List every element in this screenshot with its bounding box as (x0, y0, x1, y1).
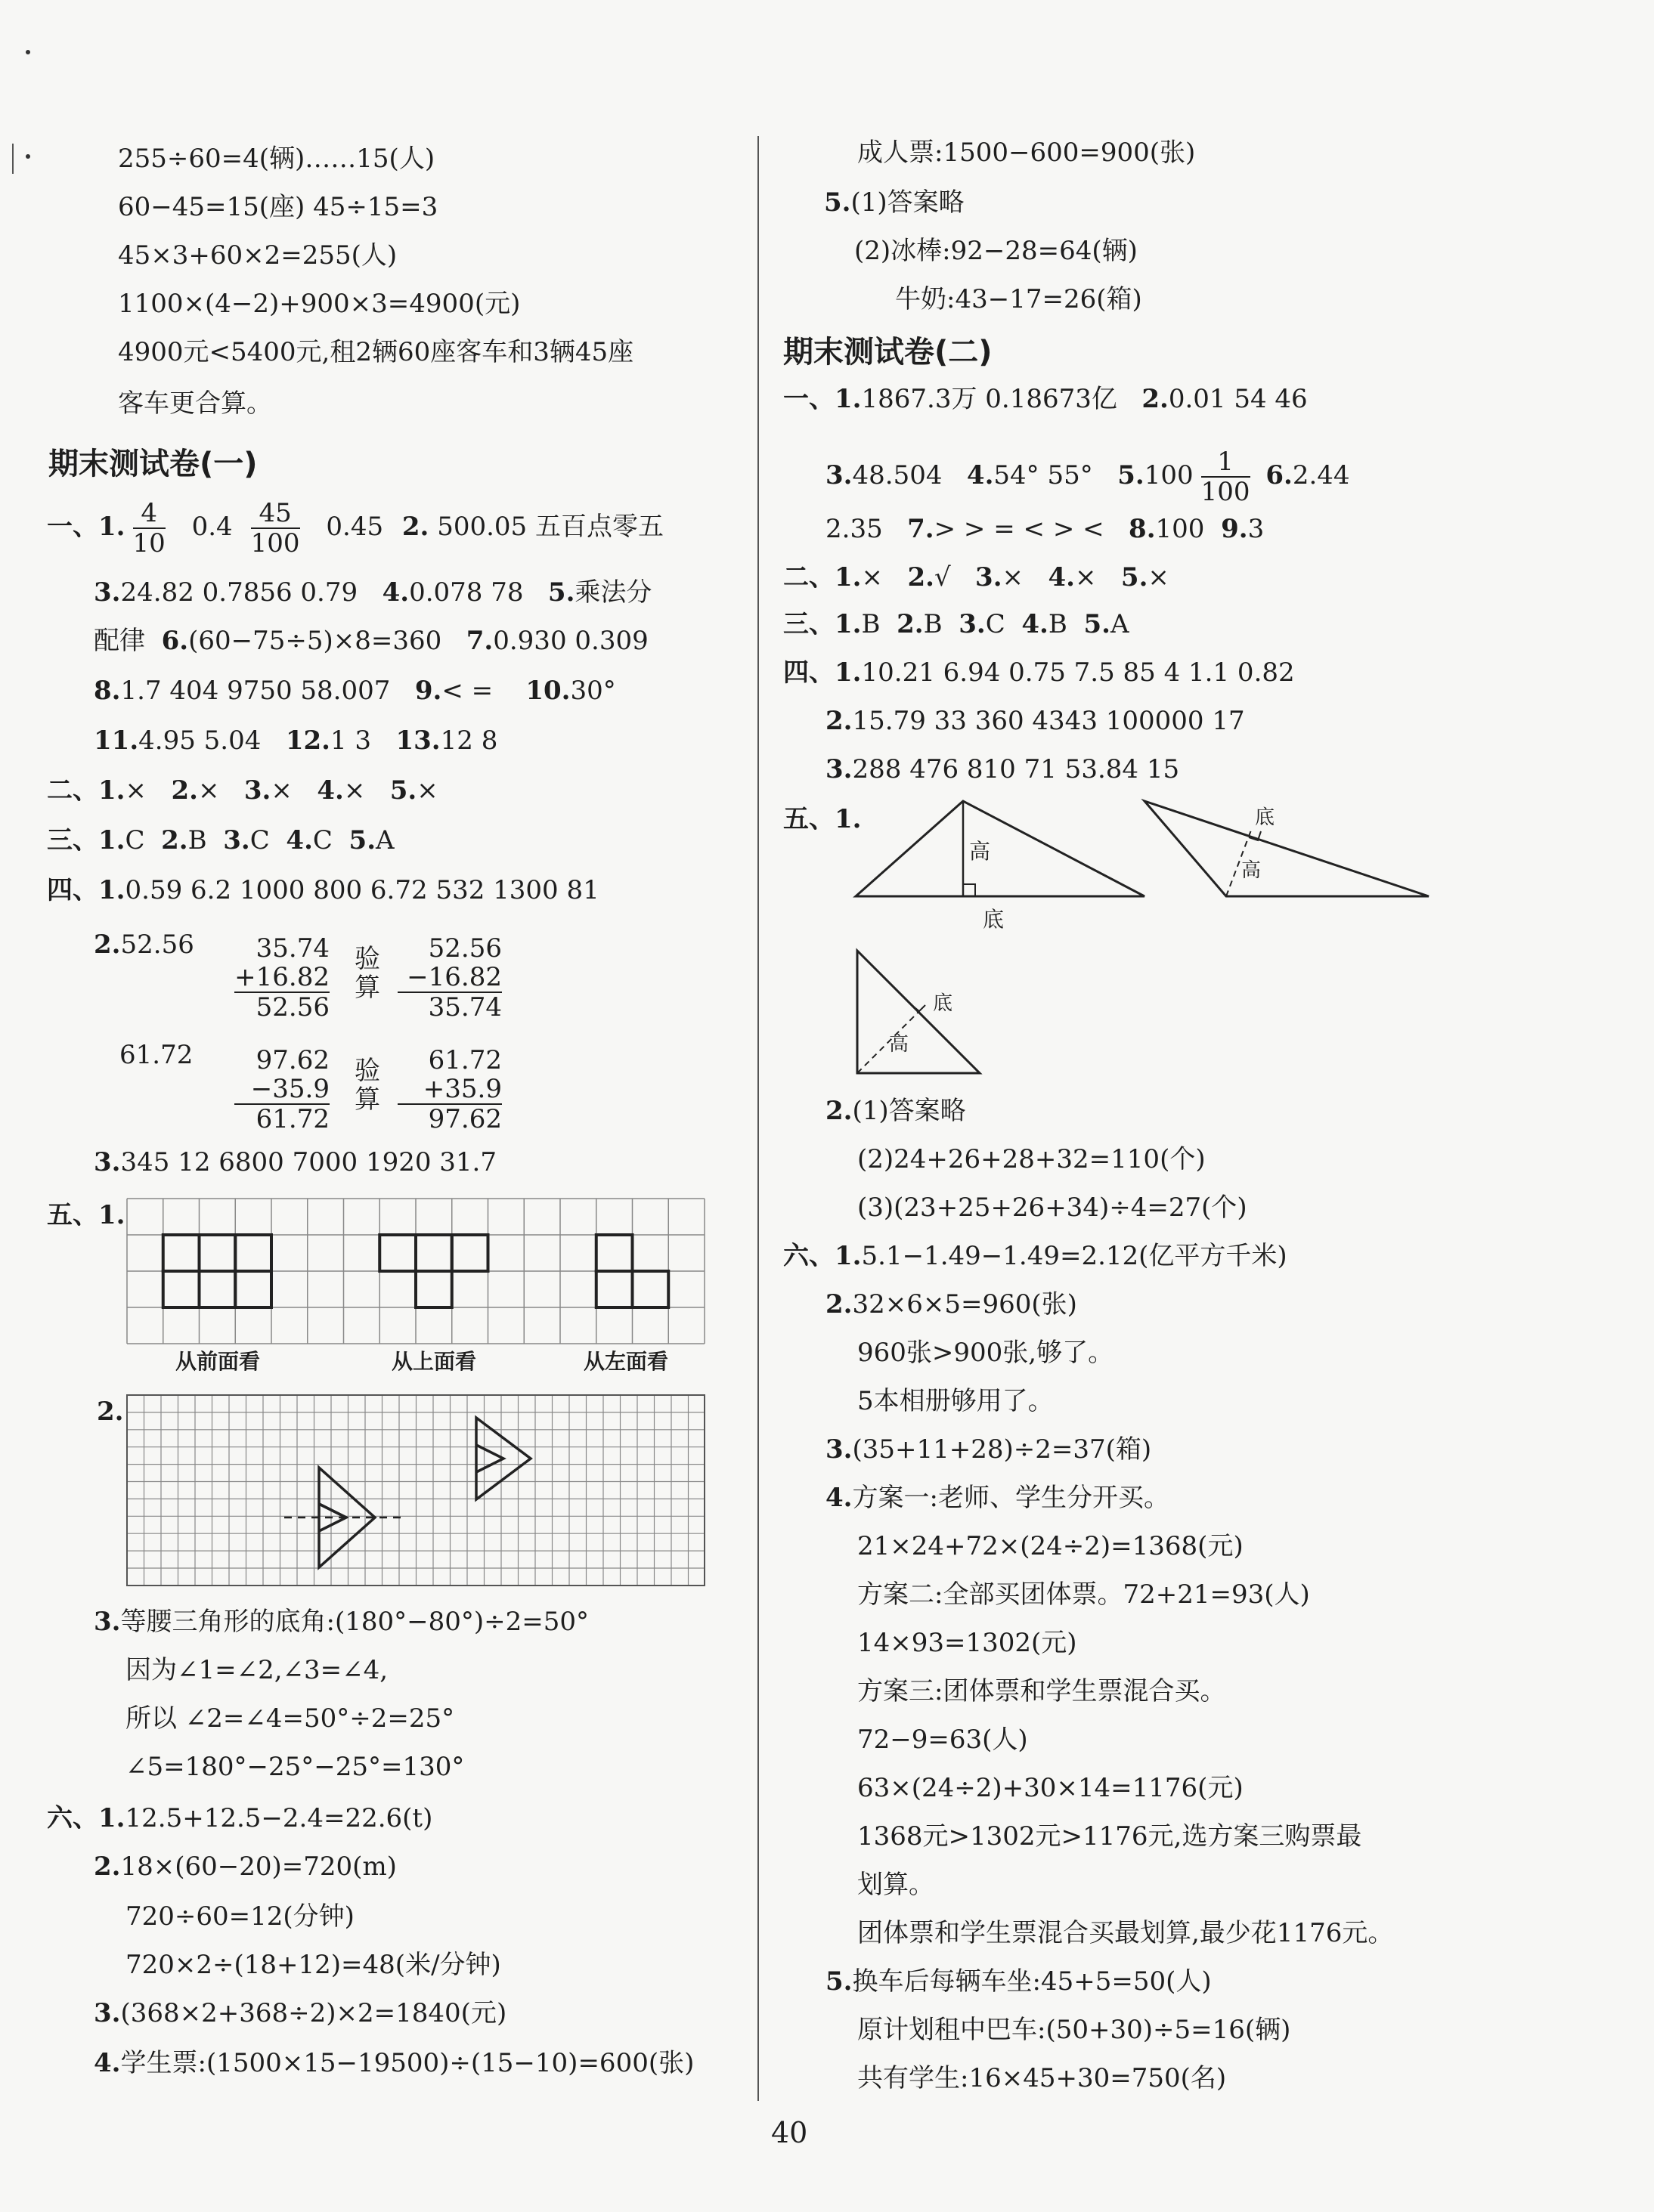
answer-value: × (197, 775, 220, 806)
answer-line: 255÷60=4(辆)……15(人) (118, 144, 435, 174)
r-s5-line: (2)24+26+28+32=110(个) (857, 1144, 1206, 1174)
answer-value: B (187, 825, 207, 855)
numerator: 45 (251, 499, 300, 529)
item-number: 13. (395, 725, 441, 756)
grid-lines (127, 1395, 705, 1586)
answer-value: 12 8 (440, 725, 498, 756)
answer-value: 500.05 五百点零五 (437, 512, 664, 542)
answer-value: 24.82 0.7856 0.79 (120, 577, 358, 608)
answer-value: 2.44 (1292, 460, 1350, 490)
answer-value: 换车后每辆车坐:45+5=50(人) (852, 1966, 1212, 1997)
s1-line4 (94, 674, 616, 707)
answer-value: B (1048, 609, 1067, 639)
item-number: 4. (825, 1483, 853, 1513)
answer-value: 1.7 404 9750 58.007 (120, 676, 391, 706)
answer-line: 45×3+60×2=255(人) (118, 240, 398, 271)
item-number: 8. (1129, 514, 1156, 544)
item-number: 4. (382, 577, 410, 608)
answer-value: C (125, 825, 145, 855)
answer-value: 1 3 (330, 725, 372, 756)
answer-value: A (376, 825, 395, 855)
r-s1-line2 (825, 447, 1350, 506)
answer-value: (368×2+368÷2)×2=1840(元) (120, 1998, 507, 2028)
r-s6-line (825, 1965, 1212, 1998)
section-prefix: 五、 (783, 804, 835, 834)
r-s5-line (825, 1094, 966, 1128)
answer-value: < = (441, 676, 494, 706)
answer-value: 15.79 33 360 4343 100000 17 (852, 706, 1245, 736)
r-s4-line (825, 753, 1179, 786)
s4-2-answer: 61.72 (119, 1040, 194, 1070)
calc-row: 52.56 (256, 992, 330, 1022)
item-number: 2. (94, 1852, 121, 1882)
answer-value: × (125, 775, 147, 806)
answer-value: × (1148, 562, 1169, 592)
answer-line: 客车更合算。 (118, 388, 272, 419)
item-number: 1. (98, 1200, 125, 1230)
section-prefix: 三、 (47, 825, 98, 855)
item-number: 4. (94, 2048, 121, 2078)
s4-line1 (47, 874, 599, 907)
item-number: 7. (907, 514, 934, 544)
r-s6-line: 方案二:全部买团体票。72+21=93(人) (857, 1579, 1310, 1610)
fraction (133, 499, 166, 558)
item-number: 1. (835, 804, 862, 834)
answer-value: 方案一:老师、学生分开买。 (852, 1483, 1169, 1513)
item-number: 5. (824, 187, 851, 218)
answer-line: 60−45=15(座) 45÷15=3 (118, 192, 438, 222)
answer-value: 345 12 6800 7000 1920 31.7 (120, 1147, 497, 1177)
item-number: 1. (835, 609, 862, 639)
triangle-acute-figure (1141, 798, 1436, 904)
r-s1-line1 (783, 382, 1308, 416)
item-number: 5. (348, 825, 376, 855)
r-s6-line: 21×24+72×(24÷2)=1368(元) (857, 1531, 1244, 1561)
item-number: 3. (243, 775, 271, 806)
s1-line1 (47, 499, 664, 558)
caption-left-view: 从左面看 (584, 1349, 669, 1374)
answer-value: 2.35 (825, 514, 883, 544)
item-number: 1. (835, 657, 862, 688)
answer-value: 30° (570, 676, 616, 706)
r-s6-line: 72−9=63(人) (857, 1725, 1028, 1755)
item-number: 4. (1048, 562, 1075, 592)
answer-value: 0.930 0.309 (493, 626, 649, 656)
item-number: 7. (466, 626, 494, 656)
calc-row: 35.74 (256, 933, 330, 964)
triangle-obtuse-figure (854, 798, 1157, 934)
answer-line (824, 186, 965, 219)
section-prefix: 三、 (783, 609, 835, 639)
vertical-calc-add (234, 934, 330, 1022)
answer-value: 5.1−1.49−1.49=2.12(亿平方千米) (861, 1241, 1287, 1271)
answer-value: 0.01 54 46 (1168, 384, 1308, 414)
item-number: 3. (825, 754, 853, 784)
answer-value: (60−75÷5)×8=360 (188, 626, 442, 656)
answer-value: √ (934, 562, 951, 592)
item-number: 1. (835, 1241, 862, 1271)
r-s5-1-label (783, 803, 862, 836)
answer-value: 0.078 78 (409, 577, 524, 608)
s5-1-label (47, 1199, 125, 1232)
column-divider (757, 136, 759, 2101)
base-label: 底 (983, 907, 1005, 932)
calc-row: 61.72 (256, 1104, 330, 1134)
answer-value: 12.5+12.5−2.4=22.6(t) (125, 1803, 433, 1833)
s4-3-line (94, 1146, 497, 1179)
item-number: 1. (98, 825, 125, 855)
s6-line (94, 1997, 506, 2030)
r-s6-line: 原计划租中巴车:(50+30)÷5=16(辆) (857, 2015, 1291, 2045)
answer-value: × (417, 775, 438, 806)
item-number: 5. (1083, 609, 1111, 639)
answer-value: (1)答案略 (852, 1096, 966, 1126)
calc-row: 61.72 (428, 1045, 502, 1075)
item-number: 3. (975, 562, 1002, 592)
r-s6-line (825, 1481, 1169, 1514)
s5-3-line: 所以 ∠2=∠4=50°÷2=25° (125, 1703, 455, 1734)
item-number: 2. (825, 1289, 853, 1319)
s6-line: 720×2÷(18+12)=48(米/分钟) (125, 1950, 501, 1980)
r-s3-line (783, 608, 1129, 641)
numerator: 4 (133, 499, 166, 529)
item-number: 9. (1221, 514, 1248, 544)
answer-value: > > = < > < (934, 514, 1104, 544)
item-number: 5. (547, 577, 575, 608)
answer-value: 1867.3万 0.18673亿 (861, 384, 1117, 414)
item-number: 1. (835, 384, 862, 414)
answer-value: 0.4 (191, 512, 233, 542)
item-number: 11. (94, 725, 139, 756)
s1-line3 (94, 624, 649, 657)
item-number: 5. (1120, 562, 1148, 592)
answer-line: 1100×(4−2)+900×3=4900(元) (118, 289, 521, 319)
answer-value: × (1002, 562, 1024, 592)
page-number: 40 (771, 2116, 808, 2149)
answer-line: 4900元<5400元,租2辆60座客车和3辆45座 (118, 337, 634, 367)
answer-value: 0.45 (326, 512, 384, 542)
item-number: 4. (966, 460, 994, 490)
answer-value: (1)答案略 (850, 187, 965, 218)
answer-value: (35+11+28)÷2=37(箱) (852, 1434, 1152, 1465)
answer-value: 学生票:(1500×15−19500)÷(15−10)=600(张) (120, 2048, 695, 2078)
section-prefix: 一、 (47, 512, 98, 542)
vertical-calc-add (398, 1046, 502, 1134)
check-label: 验算 (355, 944, 380, 1003)
item-number: 5. (825, 1966, 853, 1997)
item-number: 9. (414, 676, 442, 706)
item-number: 3. (94, 577, 121, 608)
fraction (1201, 447, 1250, 506)
triangle-outline (1144, 801, 1429, 896)
exam2-title: 期末测试卷(二) (783, 335, 993, 370)
item-number: 4. (317, 775, 344, 806)
answer-value: × (343, 775, 366, 806)
s5-3-line: 因为∠1=∠2,∠3=∠4, (125, 1655, 389, 1685)
item-number: 3. (223, 825, 250, 855)
denominator: 10 (132, 528, 166, 558)
answer-value: 配律 (94, 626, 145, 656)
calc-row: +16.82 (234, 962, 330, 992)
r-s6-line: 团体票和学生票混合买最划算,最少花1176元。 (857, 1918, 1394, 1948)
r-s5-line: (3)(23+25+26+34)÷4=27(个) (857, 1193, 1247, 1223)
item-number: 2. (897, 609, 924, 639)
s4-2-answer (94, 928, 194, 961)
calc-row: +35.9 (398, 1075, 502, 1105)
answer-value: 54° 55° (993, 460, 1093, 490)
item-number: 2. (825, 706, 853, 736)
answer-value: C (249, 825, 270, 855)
item-number: 5. (1117, 460, 1144, 490)
item-number: 3. (825, 460, 853, 490)
caption-top-view: 从上面看 (392, 1349, 477, 1374)
fraction (251, 499, 300, 558)
height-label: 高 (969, 839, 991, 864)
r-s6-line: 共有学生:16×45+30=750(名) (857, 2063, 1227, 2093)
item-number: 3. (94, 1147, 121, 1177)
triangle-right-figure (854, 948, 1066, 1084)
answer-value: C (985, 609, 1005, 639)
exam1-title: 期末测试卷(一) (48, 447, 258, 481)
denominator: 100 (250, 528, 300, 558)
view-grid-figure (127, 1199, 705, 1357)
answer-value: 288 476 810 71 53.84 15 (852, 754, 1180, 784)
item-number: 1. (98, 875, 125, 905)
section-prefix: 六、 (783, 1241, 835, 1271)
s6-line (47, 1802, 432, 1835)
item-number: 2. (161, 825, 188, 855)
item-number: 2. (825, 1096, 853, 1126)
r-s1-line3 (825, 512, 1264, 546)
section-prefix: 二、 (47, 775, 98, 806)
item-number: 3. (825, 1434, 853, 1465)
r-s6-line: 1368元>1302元>1176元,选方案三购票最 (857, 1821, 1362, 1852)
r-s4-line (783, 656, 1295, 689)
top-view-shape (379, 1235, 488, 1307)
height-line (857, 1011, 919, 1073)
corner-mark (26, 50, 30, 54)
margin-mark (26, 154, 30, 159)
answer-line: 牛奶:43−17=26(箱) (895, 284, 1142, 314)
item-number: 2. (171, 775, 198, 806)
vertical-calc-sub (398, 934, 502, 1022)
calc-row: 35.74 (428, 992, 502, 1022)
answer-value: × (861, 562, 883, 592)
answer-value: × (1074, 562, 1097, 592)
answer-value: 100 (1155, 514, 1205, 544)
calc-row: 97.62 (256, 1045, 330, 1075)
item-number: 2. (97, 1397, 124, 1427)
front-view-shape (163, 1235, 271, 1307)
item-number: 10. (525, 676, 571, 706)
s6-line: 720÷60=12(分钟) (125, 1901, 355, 1932)
item-number: 3. (959, 609, 986, 639)
item-number: 2. (1141, 384, 1169, 414)
s6-line (94, 1850, 397, 1883)
r-s6-line: 14×93=1302(元) (857, 1628, 1077, 1658)
calc-row: 97.62 (428, 1104, 502, 1134)
answer-value: × (271, 775, 293, 806)
r-s6-line (825, 1433, 1151, 1466)
item-number: 8. (94, 676, 121, 706)
s1-line2 (94, 576, 652, 609)
s3-line (47, 824, 395, 857)
item-number: 4. (1021, 609, 1048, 639)
answer-value: 52.56 (120, 930, 194, 960)
answer-value: C (312, 825, 333, 855)
height-label: 高 (889, 1033, 909, 1056)
check-label: 验算 (355, 1056, 380, 1115)
calc-row: −16.82 (398, 963, 502, 993)
symmetry-grid-figure (127, 1395, 705, 1586)
denominator: 100 (1200, 477, 1250, 507)
item-number: 1. (98, 1803, 125, 1833)
s5-2-label (97, 1395, 124, 1428)
section-prefix: 四、 (783, 657, 835, 688)
section-prefix: 一、 (783, 384, 835, 414)
numerator: 1 (1201, 447, 1250, 478)
calc-row: 52.56 (428, 933, 502, 964)
answer-value: 100 (1144, 460, 1194, 490)
vertical-calc-sub (234, 1046, 330, 1134)
r-s6-line: 63×(24÷2)+30×14=1176(元) (857, 1773, 1244, 1803)
section-prefix: 五、 (47, 1200, 98, 1230)
s5-3-line: ∠5=180°−25°−25°=130° (125, 1752, 465, 1782)
answer-value: 32×6×5=960(张) (852, 1289, 1077, 1319)
r-s6-line: 960张>900张,够了。 (857, 1338, 1114, 1368)
r-s4-line (825, 704, 1245, 738)
item-number: 2. (907, 562, 934, 592)
item-number: 4. (286, 825, 313, 855)
item-number: 3. (94, 1607, 121, 1637)
item-number: 3. (94, 1998, 121, 2028)
triangle-outline (856, 801, 1144, 896)
item-number: 2. (94, 930, 121, 960)
r-s6-line: 方案三:团体票和学生票混合买。 (857, 1676, 1226, 1706)
item-number: 1. (835, 562, 862, 592)
answer-value: 等腰三角形的底角:(180°−80°)÷2=50° (120, 1607, 590, 1637)
r-s6-line (783, 1239, 1287, 1273)
answer-value: B (861, 609, 881, 639)
section-prefix: 二、 (783, 562, 835, 592)
s6-line (94, 2046, 694, 2080)
answer-line: 成人票:1500−600=900(张) (857, 138, 1196, 168)
item-number: 5. (389, 775, 417, 806)
answer-value: 3 (1247, 514, 1265, 544)
r-s6-line: 划算。 (857, 1870, 934, 1900)
item-number: 6. (161, 626, 189, 656)
height-label: 高 (1241, 859, 1262, 882)
s1-line5 (94, 724, 497, 757)
left-view-shape (596, 1235, 669, 1307)
r-s2-line (783, 561, 1169, 594)
s2-line (47, 774, 438, 807)
caption-front-view: 从前面看 (175, 1349, 261, 1374)
item-number: 1. (98, 775, 125, 806)
item-number: 6. (1265, 460, 1293, 490)
s5-3-line (94, 1605, 589, 1638)
base-label: 底 (933, 992, 953, 1015)
answer-value: 0.59 6.2 1000 800 6.72 532 1300 81 (125, 875, 599, 905)
answer-line: (2)冰棒:92−28=64(辆) (854, 236, 1138, 266)
r-s6-line: 5本相册够用了。 (857, 1386, 1054, 1416)
margin-rule (12, 144, 14, 174)
answer-value: 18×(60−20)=720(m) (120, 1852, 397, 1882)
answer-value: A (1110, 609, 1129, 639)
right-angle-mark (963, 884, 975, 896)
calc-row: −35.9 (234, 1075, 330, 1105)
answer-value: 乘法分 (575, 577, 652, 608)
section-prefix: 六、 (47, 1803, 98, 1833)
answer-value: 4.95 5.04 (138, 725, 262, 756)
answer-value: 48.504 (852, 460, 943, 490)
answer-value: B (923, 609, 943, 639)
section-prefix: 四、 (47, 875, 98, 905)
base-label: 底 (1255, 806, 1275, 829)
item-number: 1. (98, 512, 125, 542)
answer-value: 10.21 6.94 0.75 7.5 85 4 1.1 0.82 (861, 657, 1295, 688)
r-s6-line (825, 1288, 1077, 1321)
item-number: 12. (285, 725, 330, 756)
item-number: 2. (401, 512, 429, 542)
